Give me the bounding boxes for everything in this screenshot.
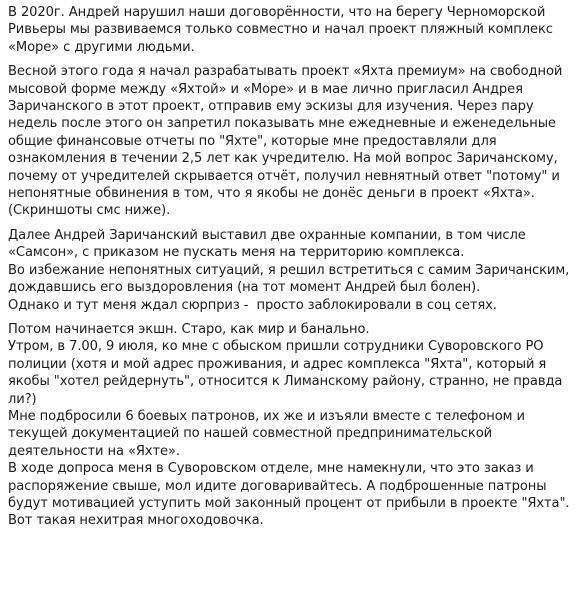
post-paragraph-4: Потом начинается экшн. Старо, как мир и банально. Утром, в 7.00, 9 июля, ко мне с обыском пришли сотрудники Суворовского РО полиции (хотя и мой адрес проживания, и адрес комплекса "Яхта", который я якобы "хотел рейдернуть", относится к Лиманскому району, странно, не правда ли?) Мне подбросили 6 боевых патронов, их же и изъяли вместе с телефоном и текущей документацией по нашей совместной предпринимательской деятельности на «Яхте». В ходе допроса меня в Суворовском отделе, мне намекнули, что это заказ и распоряжение свыше, мол идите договаривайтесь. А подброшенные патроны будут мотивацией уступить мой законный процент от прибыли в проекте "Яхта". Вот такая нехитрая многоходовочка. bbox=[8, 321, 570, 529]
post-paragraph-1: В 2020г. Андрей нарушил наши договорённости, что на берегу Черноморской Ривьеры мы развиваемся только совместно и начал проект пляжный комплекс «Море» с другими людьми. bbox=[8, 5, 557, 55]
post-body bbox=[8, 4, 580, 530]
post-paragraph-3: Далее Андрей Заричанский выставил две охранные компании, в том числе «Самсон», с приказом не пускать меня на территорию комплекса. Во избежание непонятных ситуаций, я решил встретиться с самим Заричанским, дождавшись его выздоровления (на тот момент Андрей был болен). Однако и тут меня ждал сюрприз - просто заблокировали в соц сетях. bbox=[8, 227, 570, 313]
post-paragraph-2: Весной этого года я начал разрабатывать проект «Яхта премиум» на свободной мысовой форме между «Яхтой» и «Море» и в мае лично пригласил Андрея Заричанского в этот проект, отправив ему эскизы для изучения. Через пару недель после этого он запретил показывать мне ежедневные и еженедельные общие финансовые отчеты по "Яхте", которые мне предоставляли для ознакомления в течении 2,5 лет как учредителю. На мой вопрос Заричанскому, почему от учредителей скрывается отчёт, получил невнятный ответ "потому" и непонятные обвинения в том, что я якобы не донёс деньги в проект «Яхта». (Скриншоты смс ниже). bbox=[8, 64, 567, 219]
